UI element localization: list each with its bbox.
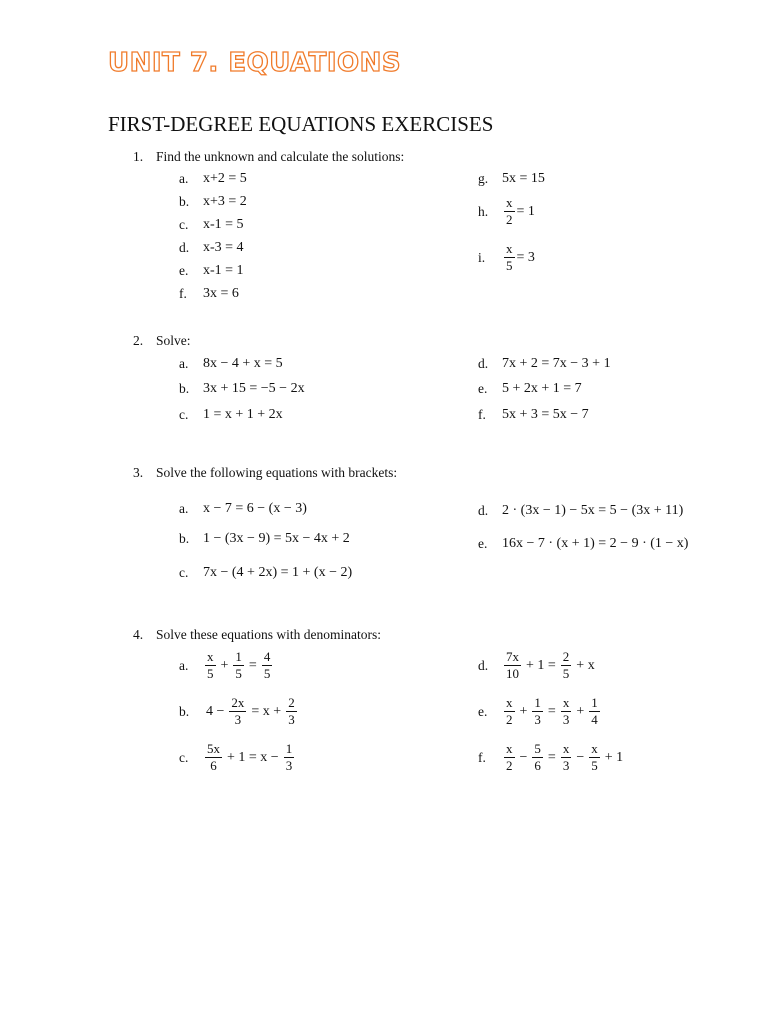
fraction — [262, 650, 273, 682]
fraction-numerator: x — [561, 696, 572, 712]
item-letter: b. — [179, 531, 190, 547]
text: = 1 — [516, 203, 535, 219]
ex1-item-g — [478, 172, 545, 186]
fraction-denominator: 3 — [562, 712, 570, 728]
item-letter: h. — [478, 204, 489, 220]
equation-operator: + — [576, 703, 585, 719]
ex1-item-e — [179, 264, 244, 278]
text: Solve: — [156, 333, 191, 348]
ex2-item-c — [179, 408, 283, 422]
fraction-denominator: 5 — [263, 666, 271, 682]
exercise-title: Find the unknown and calculate the solutions: — [156, 149, 405, 164]
fraction — [504, 696, 515, 728]
ex2-item-d — [478, 357, 611, 371]
ex1-item-b — [179, 195, 247, 209]
equation-operator: + 1 = — [526, 657, 556, 673]
fraction-denominator: 5 — [591, 758, 598, 774]
equation: x-1 = 1 — [203, 263, 244, 278]
fraction — [561, 650, 572, 682]
fraction-numerator: 1 — [284, 742, 295, 758]
equation: 7x + 2 = 7x − 3 + 1 — [502, 356, 611, 371]
text: Solve these equations with denominators: — [156, 627, 381, 642]
item-letter: e. — [478, 381, 488, 397]
item-letter: a. — [179, 171, 189, 187]
item-letter: d. — [478, 503, 489, 519]
equation — [502, 196, 535, 228]
equation — [203, 696, 299, 728]
fraction-numerator: 1 — [233, 650, 244, 666]
item-letter: c. — [179, 407, 189, 423]
equation-operator: − — [519, 749, 528, 765]
item-letter: b. — [179, 704, 190, 720]
equation-operator: + 1 = x − — [227, 749, 279, 765]
fraction — [504, 650, 521, 682]
ex2-item-e — [478, 382, 582, 396]
fraction-numerator: 2 — [286, 696, 297, 712]
fraction — [233, 650, 244, 682]
ex2-item-b — [179, 382, 305, 396]
ex4-item-d — [478, 650, 598, 682]
item-letter: c. — [179, 217, 189, 233]
fraction-numerator: 2x — [229, 696, 246, 712]
equation-operator: + x — [576, 657, 595, 673]
ex1-item-i — [478, 242, 535, 274]
fraction-denominator: 5 — [235, 666, 242, 682]
ex1-item-h — [478, 196, 535, 228]
item-letter: a. — [179, 501, 189, 517]
equation — [502, 742, 626, 774]
fraction-numerator: 1 — [532, 696, 543, 712]
item-letter: b. — [179, 381, 190, 397]
ex1-item-c — [179, 218, 244, 232]
equation: 3x = 6 — [203, 286, 239, 301]
equation-operator: 4 − — [206, 703, 225, 719]
fraction — [589, 696, 600, 728]
equation: x+2 = 5 — [203, 171, 247, 186]
fraction-numerator: x — [504, 696, 515, 712]
equation — [502, 696, 602, 728]
fraction-denominator: 10 — [506, 666, 519, 682]
ex1-item-f — [179, 287, 239, 301]
fraction-denominator: 4 — [591, 712, 598, 728]
item-letter: c. — [179, 750, 189, 766]
exercise-4-heading — [133, 627, 381, 643]
item-letter: f. — [478, 750, 486, 766]
item-letter: e. — [179, 263, 189, 279]
ex1-item-d — [179, 241, 244, 255]
equation: 1 − (3x − 9) = 5x − 4x + 2 — [203, 531, 350, 546]
item-letter: d. — [179, 240, 190, 256]
equation: x-3 = 4 — [203, 240, 244, 255]
equation: 2 · (3x − 1) − 5x = 5 − (3x + 11) — [502, 503, 684, 518]
fraction — [504, 242, 515, 274]
fraction — [532, 696, 543, 728]
equation-operator: + — [519, 703, 528, 719]
equation-operator: = — [547, 703, 556, 719]
fraction-denominator: 6 — [534, 758, 541, 774]
section-title: FIRST-DEGREE EQUATIONS EXERCISES — [108, 112, 494, 136]
item-letter: a. — [179, 356, 189, 372]
item-letter: e. — [478, 536, 488, 552]
equation — [502, 242, 535, 274]
fraction — [205, 650, 216, 682]
equation: x − 7 = 6 − (x − 3) — [203, 501, 307, 516]
fraction — [284, 742, 295, 774]
item-letter: f. — [478, 407, 486, 423]
ex4-item-b — [179, 696, 299, 728]
exercise-number: 1. — [133, 149, 144, 164]
item-letter: f. — [179, 286, 187, 302]
fraction-denominator: 3 — [534, 712, 541, 728]
item-letter: i. — [478, 250, 486, 266]
fraction — [205, 742, 222, 774]
equation — [203, 742, 296, 774]
fraction-denominator: 3 — [562, 758, 570, 774]
fraction-numerator: 2 — [561, 650, 572, 666]
fraction-numerator: 5x — [205, 742, 222, 758]
ex3-item-b — [179, 532, 350, 546]
equation-operator: − — [576, 749, 585, 765]
text: Solve the following equations with brackets: — [156, 465, 398, 480]
fraction — [561, 696, 572, 728]
exercise-2-heading — [133, 333, 191, 349]
equation-operator: = — [248, 657, 257, 673]
fraction-denominator: 2 — [506, 712, 513, 728]
fraction — [504, 196, 515, 228]
unit-title: UNIT 7. EQUATIONS — [108, 48, 402, 78]
exercise-number: 4. — [133, 627, 144, 642]
ex3-item-a — [179, 502, 307, 516]
fraction — [504, 742, 515, 774]
exercise-3-heading — [133, 465, 397, 481]
fraction-numerator: x — [205, 650, 216, 666]
fraction-denominator: 5 — [207, 666, 214, 682]
fraction-numerator: x — [589, 742, 600, 758]
ex3-item-c — [179, 566, 352, 580]
fraction — [229, 696, 246, 728]
ex4-item-f — [478, 742, 626, 774]
ex1-item-a — [179, 172, 247, 186]
equation: 8x − 4 + x = 5 — [203, 356, 283, 371]
equation: 5 + 2x + 1 = 7 — [502, 381, 582, 396]
equation — [203, 650, 274, 682]
equation: 3x + 15 = −5 − 2x — [203, 381, 305, 396]
fraction-denominator: 2 — [506, 758, 513, 774]
ex2-item-f — [478, 408, 589, 422]
item-letter: d. — [478, 356, 489, 372]
fraction-denominator: 3 — [234, 712, 242, 728]
item-letter: a. — [179, 658, 189, 674]
equation-operator: = — [547, 749, 556, 765]
fraction-numerator: x — [504, 742, 515, 758]
fraction-denominator: 3 — [288, 712, 295, 728]
item-letter: g. — [478, 171, 489, 187]
ex4-item-e — [478, 696, 602, 728]
fraction-numerator: 7x — [504, 650, 521, 666]
equation: 5x = 15 — [502, 171, 545, 186]
fraction-denominator: 2 — [506, 212, 513, 228]
fraction-denominator: 5 — [506, 258, 513, 274]
text: = 3 — [516, 249, 535, 265]
fraction — [286, 696, 297, 728]
ex4-item-a — [179, 650, 274, 682]
item-letter: c. — [179, 565, 189, 581]
fraction-numerator: x — [504, 196, 515, 212]
equation: 1 = x + 1 + 2x — [203, 407, 283, 422]
ex2-item-a — [179, 357, 283, 371]
equation: 16x − 7 · (x + 1) = 2 − 9 · (1 − x) — [502, 536, 689, 551]
equation: 7x − (4 + 2x) = 1 + (x − 2) — [203, 565, 353, 580]
fraction-denominator: 3 — [285, 758, 293, 774]
equation: 5x + 3 = 5x − 7 — [502, 407, 589, 422]
exercise-number: 2. — [133, 333, 144, 348]
fraction-numerator: 5 — [532, 742, 543, 758]
ex3-item-e — [478, 537, 688, 551]
equation-operator: = x + — [251, 703, 282, 719]
fraction — [561, 742, 572, 774]
ex3-item-d — [478, 504, 683, 518]
fraction-numerator: x — [561, 742, 572, 758]
fraction-numerator: 1 — [589, 696, 600, 712]
equation: x-1 = 5 — [203, 217, 244, 232]
equation — [502, 650, 598, 682]
item-letter: b. — [179, 194, 190, 210]
item-letter: d. — [478, 658, 489, 674]
equation-operator: + 1 — [604, 749, 624, 765]
fraction — [589, 742, 600, 774]
fraction-denominator: 5 — [562, 666, 570, 682]
ex4-item-c — [179, 742, 296, 774]
equation-operator: + — [220, 657, 229, 673]
fraction — [532, 742, 543, 774]
item-letter: e. — [478, 704, 488, 720]
fraction-denominator: 6 — [210, 758, 217, 774]
exercise-1-heading — [133, 149, 404, 165]
fraction-numerator: x — [504, 242, 515, 258]
fraction-numerator: 4 — [262, 650, 273, 666]
exercise-number: 3. — [133, 465, 144, 480]
equation: x+3 = 2 — [203, 194, 247, 209]
